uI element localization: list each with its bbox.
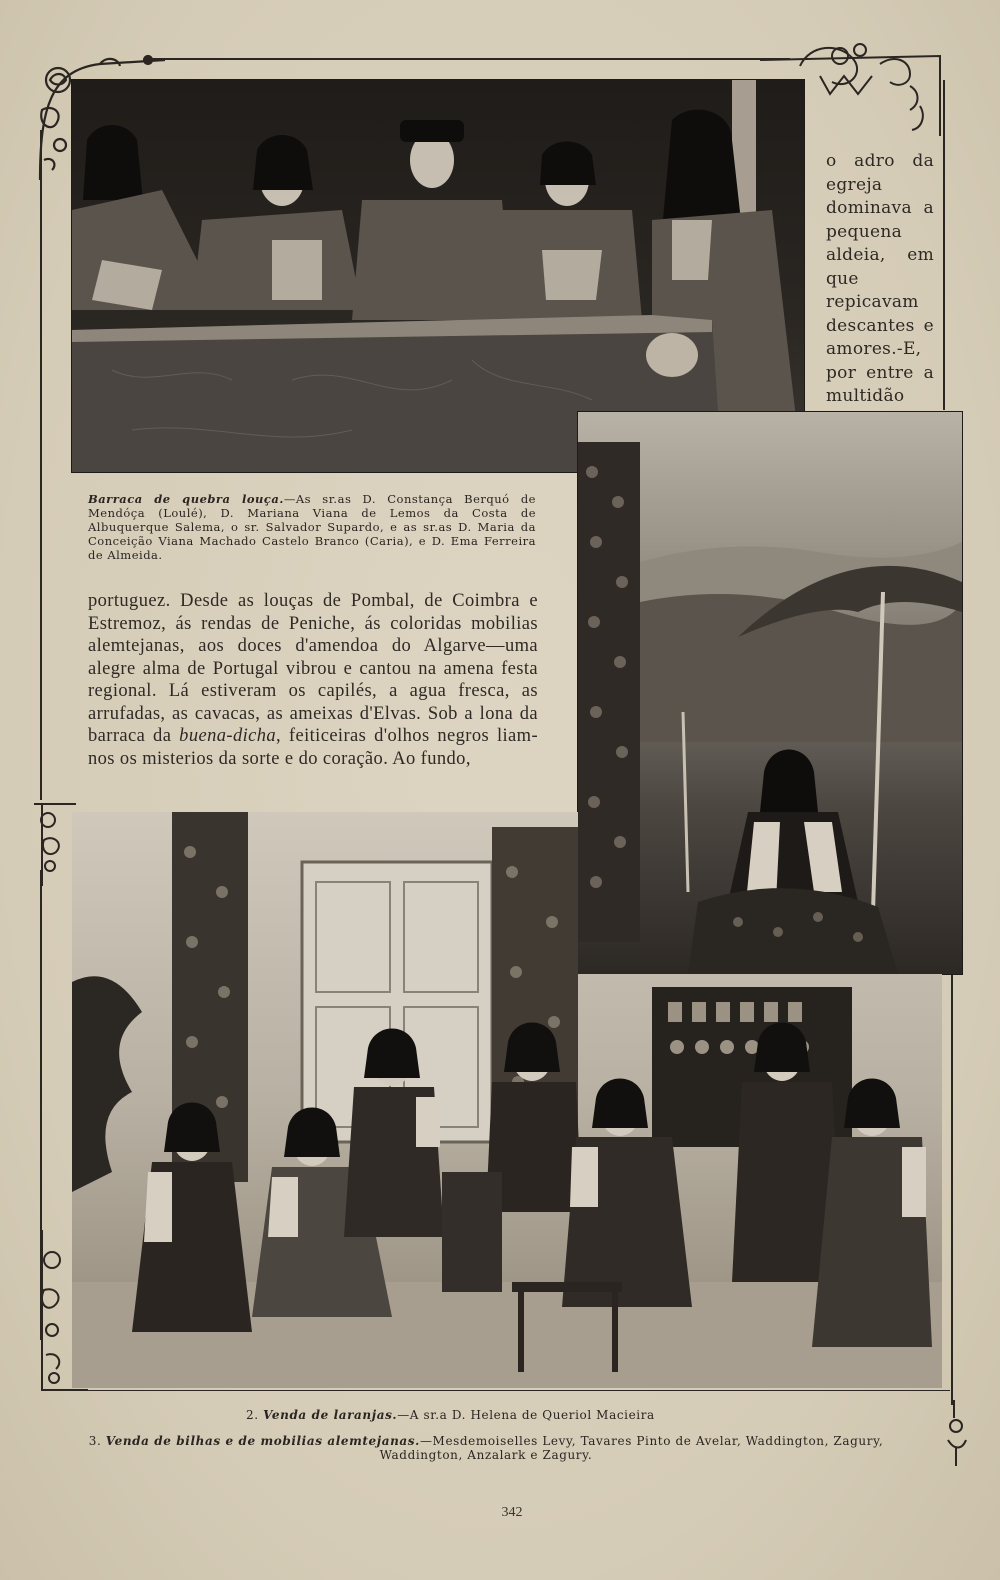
frame-top-line (150, 58, 790, 60)
photo1-caption-rest: —As sr.as D. Constança Berquó de Mendóça (Loulé), D. Mariana Viana de Lemos da Costa de Albuquerque Salema, o sr. Salvador Supardo, e as sr.as D. Maria da Conceição Viana Machado Castelo Branco (Caria), e D. Ema Ferreira de Almeida. (88, 492, 536, 562)
photo2-caption (246, 1408, 846, 1422)
photo1-caption-lead: Barraca de quebra louça. (88, 492, 284, 506)
cap3-rest: —Mesdemoiselles Levy, Tavares Pinto de Avelar, Waddington, Zagury, Waddington, Anzalark e Zagury. (379, 1434, 884, 1462)
cap2-rest: —A sr.a D. Helena de Queriol Macieira (397, 1408, 655, 1422)
page-number: 342 (501, 1505, 523, 1520)
side-column-text: o adro da egreja dominava a pequena aldeia, em que repicavam descantes e amores.-E, por entre a multidão (826, 151, 934, 406)
frame-left-line (40, 130, 42, 800)
cap2-number: 2. (246, 1408, 259, 1422)
body-text-italic: buena-dicha (179, 726, 277, 746)
frame-right-line-lower (951, 975, 953, 1405)
article-body-text (88, 590, 538, 770)
side-ornament-right-bottom (942, 1400, 972, 1470)
body-text-part2: , feiticeiras d'olhos negros liam-nos os misterios da sorte e do coração. Ao fundo, (88, 726, 539, 769)
cap2-lead: Venda de laranjas. (263, 1408, 398, 1422)
cap3-number: 3. (88, 1434, 102, 1448)
body-text-part1: portuguez. Desde as louças de Pombal, de Coimbra e Estremoz, ás rendas de Peniche, ás coloridas mobilias alemtejanas, aos doces d'amendoa do Algarve—uma alegre alma de Portugal vibrou e cantou na amena festa regional. Lá estiveram os capilés, a agua fresca, as arrufadas, as cavacas, as ameixas d'Elvas. Sob a lona da barraca da (88, 591, 538, 746)
venda-de-laranjas-photo (578, 412, 962, 974)
photo1-caption (88, 492, 536, 562)
photo3-caption (66, 1434, 906, 1462)
cap3-lead: Venda de bilhas e de mobilias alemtejanas. (105, 1434, 420, 1448)
frame-bottom-line (70, 1390, 950, 1391)
